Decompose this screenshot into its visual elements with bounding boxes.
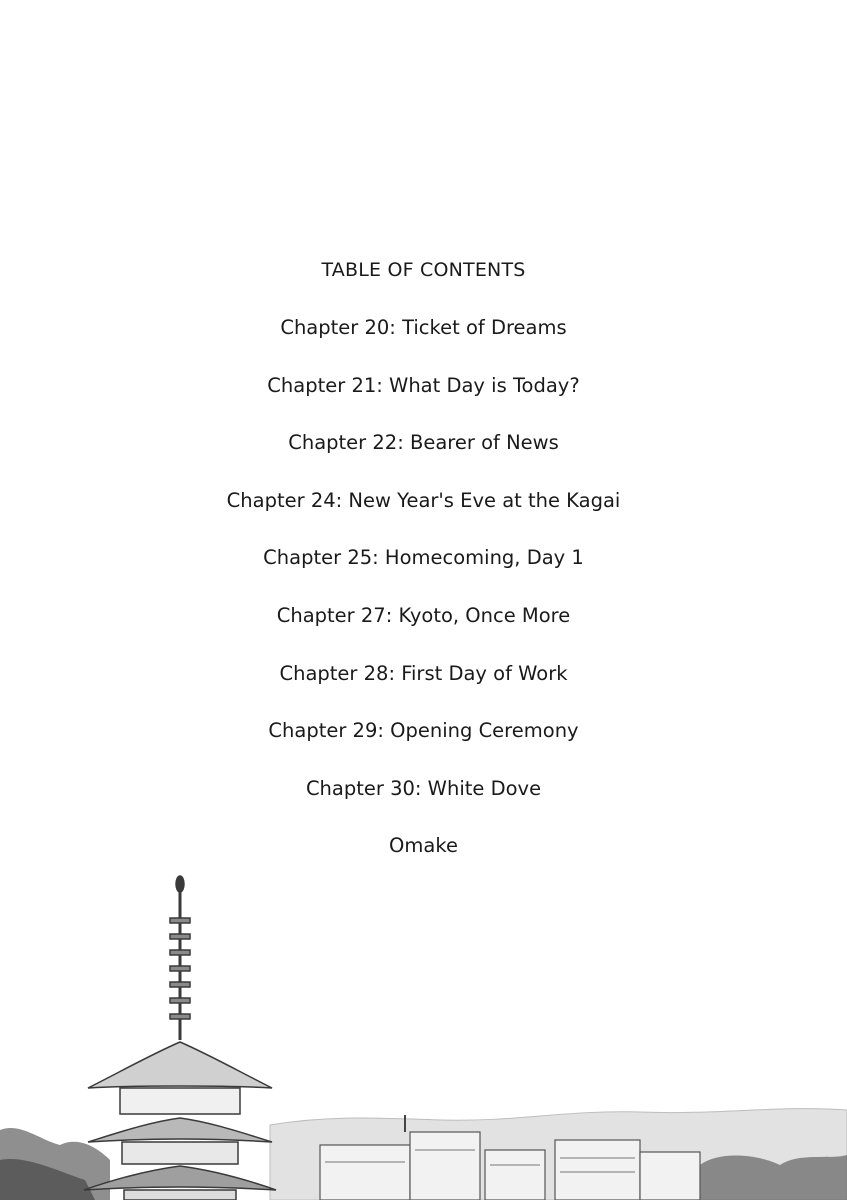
building-5 <box>640 1152 700 1200</box>
toc-entry-chapter-28: Chapter 28: First Day of Work <box>279 661 568 685</box>
toc-entry-chapter-30: Chapter 30: White Dove <box>305 776 542 800</box>
toc-entry-chapter-20: Chapter 20: Ticket of Dreams <box>280 316 567 339</box>
toc-entry-omake: Omake <box>389 834 458 858</box>
pagoda-finial-top <box>176 876 184 892</box>
pagoda-skyline-illustration <box>0 860 847 1200</box>
toc-heading: TABLE OF CONTENTS <box>321 259 526 281</box>
pagoda-tier-middle <box>122 1142 238 1164</box>
building-2 <box>410 1132 480 1200</box>
pagoda-roof-middle <box>88 1118 272 1142</box>
building-3 <box>485 1150 545 1200</box>
pagoda-tier-top <box>120 1088 240 1114</box>
toc-entry-chapter-21: Chapter 21: What Day is Today? <box>267 373 580 397</box>
pagoda-roof-top <box>88 1042 272 1088</box>
toc-list <box>0 310 847 864</box>
toc-entry-chapter-27: Chapter 27: Kyoto, Once More <box>276 603 571 627</box>
building-4 <box>555 1140 640 1200</box>
toc-entry-chapter-24: Chapter 24: New Year's Eve at the Kagai <box>226 488 621 512</box>
toc-entry-chapter-29: Chapter 29: Opening Ceremony <box>268 719 579 743</box>
pagoda-roof-lower <box>84 1166 276 1190</box>
pagoda-tier-lower <box>124 1190 236 1200</box>
building-1 <box>320 1145 410 1200</box>
table-of-contents <box>0 252 847 886</box>
pagoda <box>84 876 276 1200</box>
toc-entry-chapter-22: Chapter 22: Bearer of News <box>288 431 559 455</box>
toc-entry-chapter-25: Chapter 25: Homecoming, Day 1 <box>263 546 584 570</box>
